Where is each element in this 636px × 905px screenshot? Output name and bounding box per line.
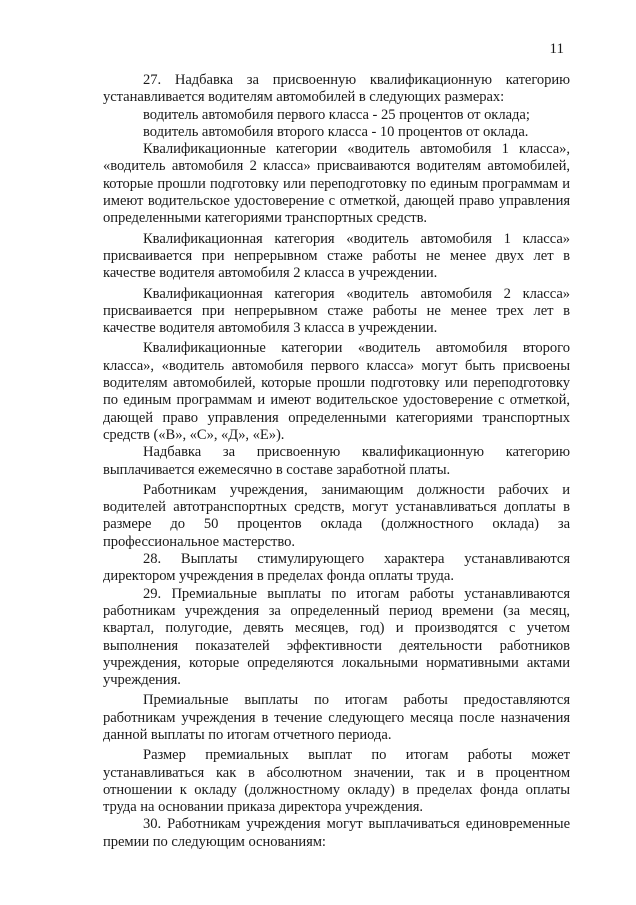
paragraph-first-class-condition: Квалификационная категория «водитель автомобиля 1 класса» присваивается при непрерывном стаже работы не менее двух лет в качестве водителя автомобиля 2 класса в учреждении. — [103, 230, 570, 282]
page-number: 11 — [549, 41, 564, 57]
list-item-first-class: водитель автомобиля первого класса - 25 процентов от оклада; — [143, 106, 530, 123]
paragraph-27-intro: 27. Надбавка за присвоенную квалификационную категорию устанавливается водителям автомобилей в следующих размерах: — [103, 72, 570, 106]
list-item-second-class: водитель автомобиля второго класса - 10 процентов от оклада. — [143, 123, 529, 140]
paragraph-second-class-condition: Квалификационная категория «водитель автомобиля 2 класса» присваивается при непрерывном стаже работы не менее трех лет в качестве водителя автомобиля 3 класса в учреждении. — [103, 285, 570, 337]
paragraph-28: 28. Выплаты стимулирующего характера устанавливаются директором учреждения в пределах фонда оплаты труда. — [103, 551, 570, 585]
paragraph-30: 30. Работникам учреждения могут выплачиваться единовременные премии по следующим основаниям: — [103, 816, 570, 850]
document-body — [103, 72, 570, 851]
paragraph-bonus-timing: Премиальные выплаты по итогам работы предоставляются работникам учреждения в течение следующего месяца после назначения данной выплаты по итогам отчетного периода. — [103, 692, 570, 743]
paragraph-bonus-size: Размер премиальных выплат по итогам работы может устанавливаться как в абсолютном значении, так и в процентном отношении к окладу (должностному окладу) в пределах фонда оплаты труда на основании приказа директора учреждения. — [103, 747, 570, 816]
paragraph-29: 29. Премиальные выплаты по итогам работы устанавливаются работникам учреждения за определенный период времени (за месяц, квартал, полугодие, девять месяцев, год) и производятся с учетом выполнения показателей эффективности деятельности работников учреждения, которые определяются локальными нормативными актами учреждения. — [103, 585, 570, 689]
paragraph-categories-bcde: Квалификационные категории «водитель автомобиля второго класса», «водитель автомобиля первого класса» могут быть присвоены водителям автомобилей, которые прошли подготовку или переподготовку по единым программам и имеют водительское удостоверение с отметкой, дающей право управления определенными категориями транспортных средств («В», «С», «Д», «Е»). — [103, 340, 570, 443]
paragraph-monthly-payment: Надбавка за присвоенную квалификационную категорию выплачивается ежемесячно в составе заработной платы. — [103, 444, 570, 478]
paragraph-professional-skill: Работникам учреждения, занимающим должности рабочих и водителей автотранспортных средств, могут устанавливаться доплаты в размере до 50 процентов оклада (должностного оклада) за профессиональное мастерство. — [103, 481, 570, 550]
paragraph-category-assignment: Квалификационные категории «водитель автомобиля 1 класса», «водитель автомобиля 2 класса» присваиваются водителям автомобилей, которые прошли подготовку или переподготовку по единым программам и имеют водительское удостоверение с отметкой, дающей право управления определенными категориями транспортных средств. — [103, 141, 570, 227]
